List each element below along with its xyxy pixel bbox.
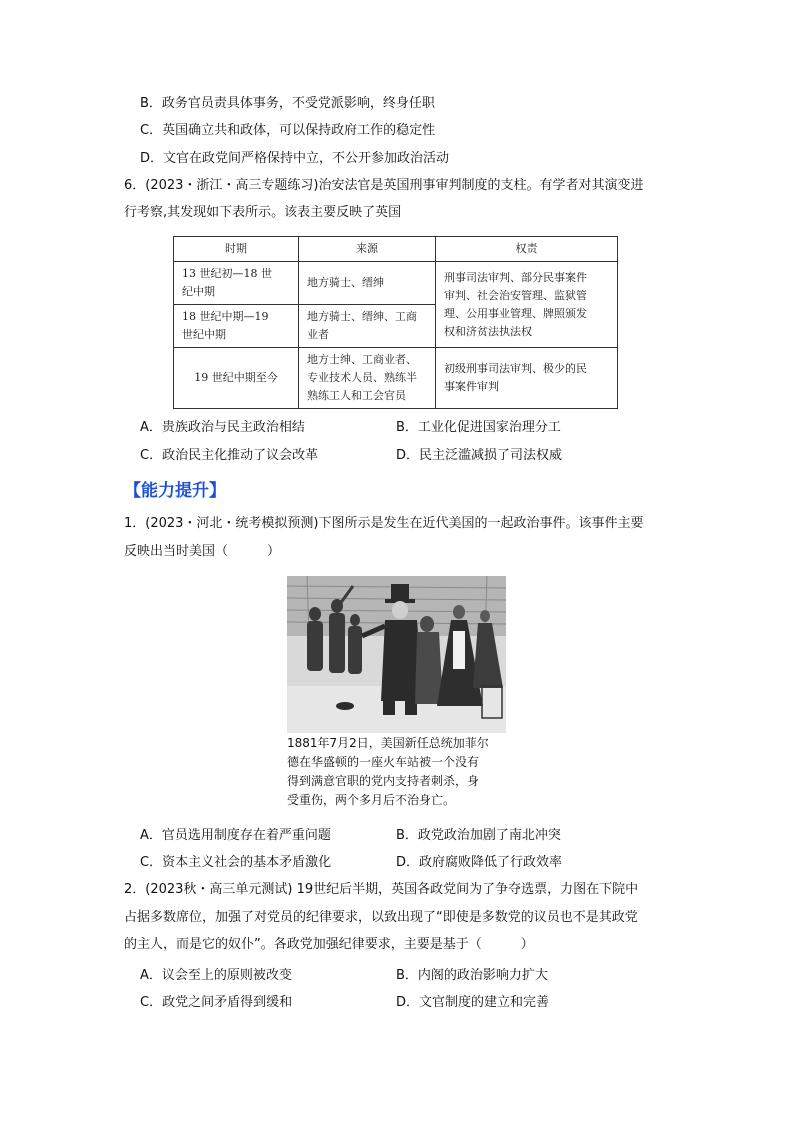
- q6-option-a: A．贵族政治与民主政治相结: [140, 420, 305, 435]
- p2-option-c: C．政党之间矛盾得到缓和: [140, 995, 293, 1010]
- cell-text: 熟练工人和工会官员: [307, 389, 406, 402]
- table-header-source: 来源: [299, 237, 436, 262]
- p1-stem-line1: 1．(2023・河北・统考模拟预测)下图所示是发生在近代美国的一起政治事件。该事件主要: [124, 516, 644, 531]
- q6-table: [173, 236, 618, 409]
- table-row: [174, 348, 618, 409]
- p2-stem-line1: 2．(2023秋・高三单元测试) 19世纪后半期，英国各政党间为了争夺选票，力图在下院中: [124, 882, 639, 897]
- p1-option-b: B．政党政治加剧了南北冲突: [396, 828, 561, 843]
- cell-text: 刑事司法审判、部分民事案件: [444, 270, 587, 284]
- p1-option-c: C．资本主义社会的基本矛盾激化: [140, 855, 332, 870]
- table-cell-period: [174, 348, 299, 409]
- q5-option-b: B．政务官员责具体事务，不受党派影响，终身任职: [140, 96, 435, 111]
- cell-text: 19 世纪中期至今: [194, 371, 278, 384]
- figure-caption: [287, 734, 517, 810]
- cell-text: 理、公用事业管理、牌照颁发: [444, 306, 587, 320]
- q5-option-d: D．文官在政党间严格保持中立，不公开参加政治活动: [140, 151, 450, 166]
- cell-text: 地方骑士、缙绅: [307, 276, 384, 289]
- p1-option-a: A．官员选用制度存在着严重问题: [140, 828, 331, 843]
- table-cell-period: [174, 305, 299, 348]
- table-cell-duty: [436, 262, 618, 348]
- table-cell-source: [299, 305, 436, 348]
- q5-option-c: C．英国确立共和政体，可以保持政府工作的稳定性: [140, 123, 436, 138]
- cell-text: 事案件审判: [444, 380, 499, 393]
- cell-text: 专业技术人员、熟练半: [307, 371, 417, 384]
- table-header-duty: 权责: [436, 237, 618, 262]
- p2-option-b: B．内阁的政治影响力扩大: [396, 968, 548, 983]
- p2-option-a: A．议会至上的原则被改变: [140, 968, 292, 983]
- caption-line: 得到满意官职的党内支持者刺杀，身: [287, 774, 480, 788]
- table-row: [174, 262, 618, 305]
- q6-stem-line1: 6．(2023・浙江・高三专题练习)治安法官是英国刑事审判制度的支柱。有学者对其演变进: [124, 178, 644, 193]
- table-header-row: [174, 237, 618, 262]
- table-cell-duty: [436, 348, 618, 409]
- section-title: 【能力提升】: [124, 481, 226, 501]
- cell-text: 业者: [307, 328, 329, 341]
- cell-text: 13 世纪初—18 世: [182, 267, 272, 280]
- table-cell-source: [299, 262, 436, 305]
- p1-stem-line2: 反映出当时美国（ ）: [124, 544, 281, 559]
- cell-text: 初级刑事司法审判、极少的民: [444, 362, 587, 375]
- q6-option-b: B．工业化促进国家治理分工: [396, 420, 561, 435]
- caption-line: 德在华盛顿的一座火车站被一个没有: [287, 755, 480, 769]
- p2-option-d: D．文官制度的建立和完善: [396, 995, 550, 1010]
- cell-text: 地方士绅、工商业者、: [307, 353, 417, 366]
- q6-stem-line2: 行考察,其发现如下表所示。该表主要反映了英国: [124, 205, 402, 220]
- cell-text: 地方骑士、缙绅、工商: [307, 310, 417, 323]
- cell-text: 审判、社会治安管理、监狱管: [444, 288, 587, 302]
- table-cell-period: [174, 262, 299, 305]
- p2-stem-line3: 的主人，而是它的奴仆”。各政党加强纪律要求，主要是基于（ ）: [124, 937, 534, 952]
- caption-line: 受重伤，两个多月后不治身亡。: [287, 793, 456, 807]
- q6-option-c: C．政治民主化推动了议会改革: [140, 448, 319, 463]
- cell-text: 世纪中期: [182, 328, 226, 341]
- table-cell-source: [299, 348, 436, 409]
- cell-text: 纪中期: [182, 285, 215, 298]
- cell-text: 18 世纪中期—19: [182, 310, 269, 323]
- table-header-period: 时期: [174, 237, 299, 262]
- cell-text: 权和济贫法执法权: [444, 324, 532, 338]
- assassination-engraving: [287, 576, 506, 733]
- p2-stem-line2: 占据多数席位，加强了对党员的纪律要求，以致出现了“即使是多数党的议员也不是其政党: [124, 910, 638, 925]
- q6-option-d: D．民主泛滥减损了司法权威: [396, 448, 563, 463]
- p1-option-d: D．政府腐败降低了行政效率: [396, 855, 563, 870]
- caption-line: 1881年7月2日，美国新任总统加菲尔: [287, 736, 489, 750]
